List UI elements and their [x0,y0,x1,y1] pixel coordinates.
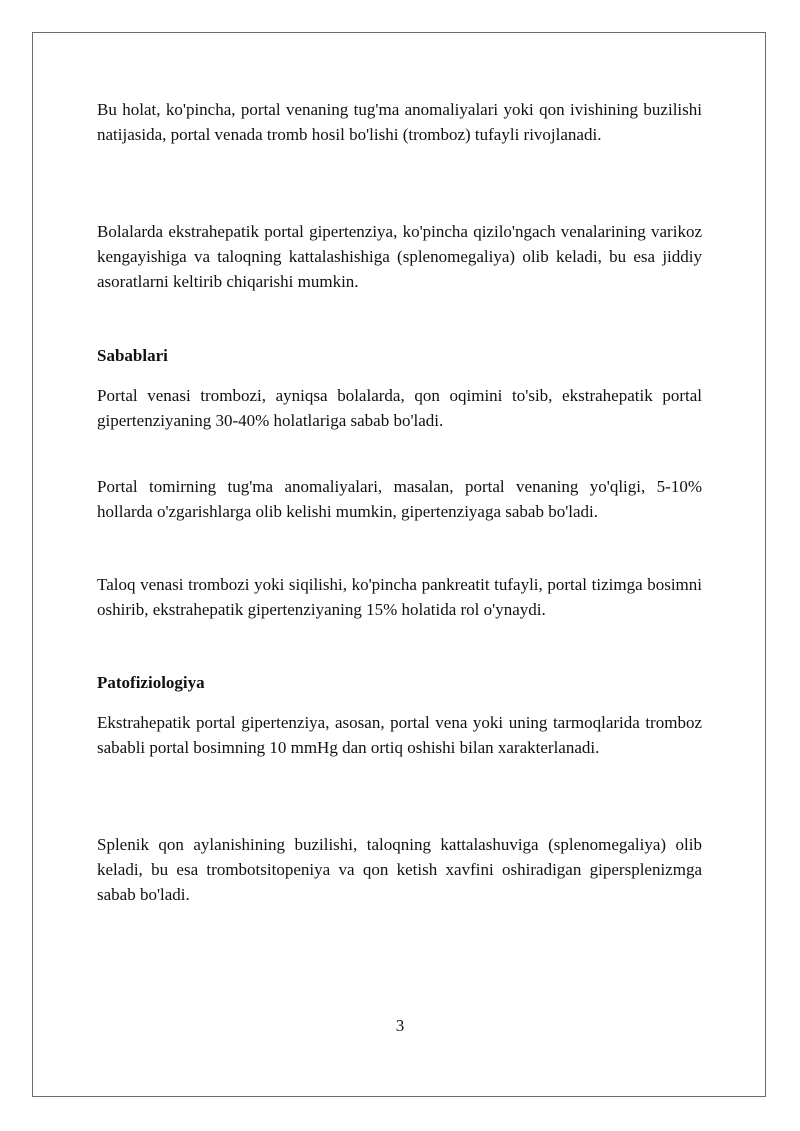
paragraph-5: Taloq venasi trombozi yoki siqilishi, ko'pincha pankreatit tufayli, portal tizimga bosimni oshirib, ekstrahepatik gipertenziyaning 15% holatida rol o'ynaydi. [97,575,702,619]
paragraph-2: Bolalarda ekstrahepatik portal gipertenziya, ko'pincha qizilo'ngach venalarining varikoz kengayishiga va taloqning kattalashishiga (splenomegaliya) olib keladi, bu esa jiddiy asoratlarni keltirib chiqarishi mumkin. [97,222,702,291]
section-heading-patofiziologiya: Patofiziologiya [97,673,205,692]
paragraph-4: Portal tomirning tug'ma anomaliyalari, masalan, portal venaning yo'qligi, 5-10% hollarda o'zgarishlarga olib kelishi mumkin, gipertenziyaga sabab bo'ladi. [97,477,702,521]
page-border [32,32,766,1097]
section-heading-sabablari: Sabablari [97,346,168,365]
page-number: 3 [395,1016,405,1035]
paragraph-3: Portal venasi trombozi, ayniqsa bolalarda, qon oqimini to'sib, ekstrahepatik portal gipertenziyaning 30-40% holatlariga sabab bo'ladi. [97,386,702,430]
paragraph-1: Bu holat, ko'pincha, portal venaning tug'ma anomaliyalari yoki qon ivishining buzilishi natijasida, portal venada tromb hosil bo'lishi (tromboz) tufayli rivojlanadi. [97,100,702,144]
paragraph-7: Splenik qon aylanishining buzilishi, taloqning kattalashuviga (splenomegaliya) olib keladi, bu esa trombotsitopeniya va qon ketish xavfini oshiradigan gipersplenizmga sabab bo'ladi. [97,835,702,904]
paragraph-6: Ekstrahepatik portal gipertenziya, asosan, portal vena yoki uning tarmoqlarida tromboz sababli portal bosimning 10 mmHg dan ortiq oshishi bilan xarakterlanadi. [97,713,702,757]
